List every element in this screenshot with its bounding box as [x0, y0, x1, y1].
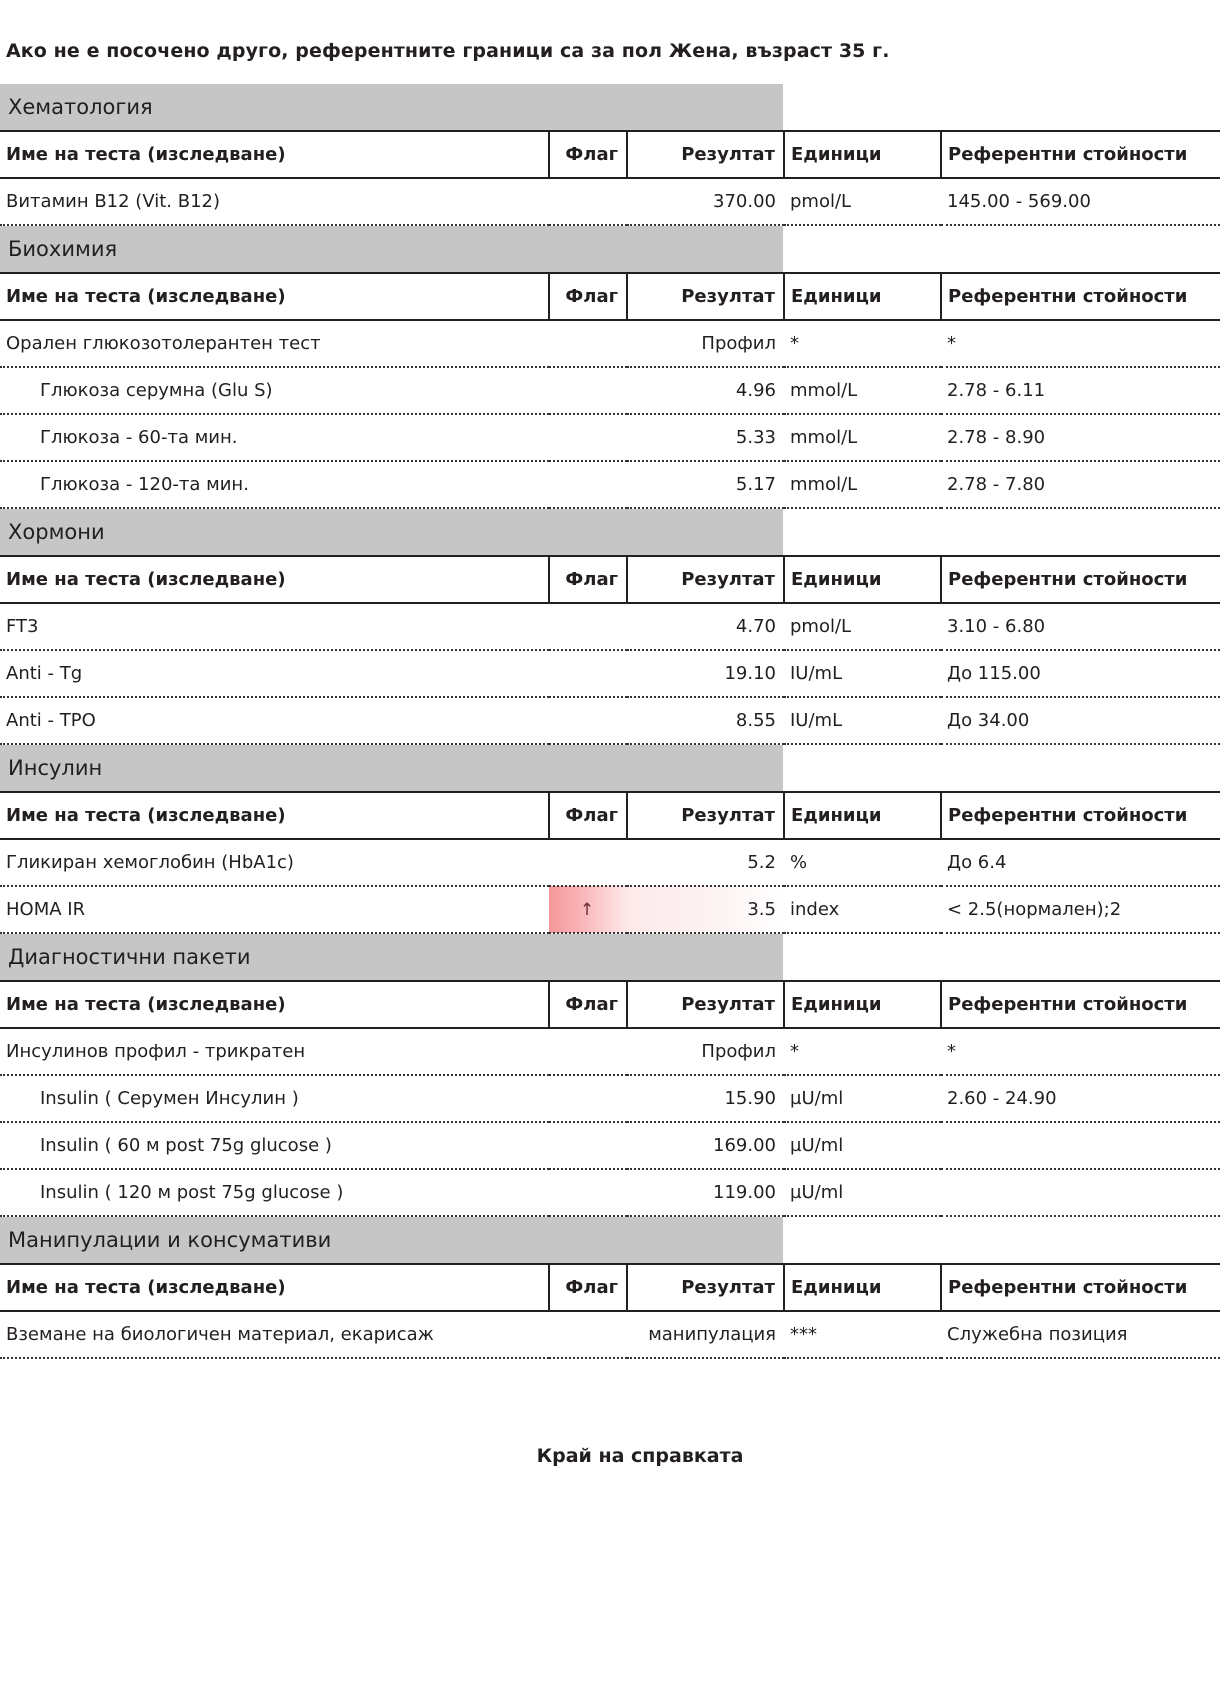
result-cell: 119.00 [627, 1169, 784, 1216]
section-title: Биохимия [0, 226, 783, 272]
column-header-units: Единици [784, 1264, 941, 1311]
reference-cell: 2.78 - 6.11 [941, 367, 1220, 414]
flag-cell [549, 1122, 627, 1169]
reference-cell: 2.78 - 7.80 [941, 461, 1220, 508]
units-cell: % [784, 839, 941, 886]
result-cell: 370.00 [627, 178, 784, 225]
test-name-cell: Глюкоза - 120-та мин. [0, 461, 549, 508]
column-header-name: Име на теста (изследване) [0, 1264, 549, 1311]
column-header-units: Единици [784, 556, 941, 603]
table-header-row [0, 273, 1220, 320]
section-title: Манипулации и консумативи [0, 1217, 783, 1263]
column-header-units: Единици [784, 792, 941, 839]
reference-cell [941, 1169, 1220, 1216]
table-row [0, 1311, 1220, 1358]
result-cell: 5.17 [627, 461, 784, 508]
test-name-cell: Глюкоза серумна (Glu S) [0, 367, 549, 414]
table-row [0, 839, 1220, 886]
column-header-name: Име на теста (изследване) [0, 131, 549, 178]
report-section [0, 226, 1220, 509]
column-header-reference: Референтни стойности [941, 273, 1220, 320]
table-row [0, 1075, 1220, 1122]
results-table [0, 272, 1220, 509]
flag-cell [549, 414, 627, 461]
units-cell: µU/ml [784, 1075, 941, 1122]
column-header-flag: Флаг [549, 273, 627, 320]
report-section [0, 745, 1220, 934]
flag-cell [549, 839, 627, 886]
column-header-result: Резултат [627, 556, 784, 603]
results-table [0, 1263, 1220, 1359]
flag-cell [549, 320, 627, 367]
section-title: Диагностични пакети [0, 934, 783, 980]
result-cell: 4.70 [627, 603, 784, 650]
test-name-cell: Гликиран хемоглобин (HbA1c) [0, 839, 549, 886]
table-row [0, 697, 1220, 744]
column-header-result: Резултат [627, 981, 784, 1028]
table-row [0, 1028, 1220, 1075]
units-cell: *** [784, 1311, 941, 1358]
reference-cell: 145.00 - 569.00 [941, 178, 1220, 225]
results-table [0, 791, 1220, 934]
test-name-cell: Anti - Tg [0, 650, 549, 697]
result-cell: 15.90 [627, 1075, 784, 1122]
column-header-reference: Референтни стойности [941, 981, 1220, 1028]
reference-cell: 2.78 - 8.90 [941, 414, 1220, 461]
table-row [0, 886, 1220, 933]
flag-cell [549, 367, 627, 414]
test-name-cell: Инсулинов профил - трикратен [0, 1028, 549, 1075]
section-title: Хематология [0, 84, 783, 130]
result-cell: 3.5 [627, 886, 784, 933]
report-end-label: Край на справката [536, 1445, 744, 1467]
flag-cell [549, 1075, 627, 1122]
test-name-cell: Insulin ( 120 м post 75g glucose ) [0, 1169, 549, 1216]
reference-cell: Служебна позиция [941, 1311, 1220, 1358]
reference-cell: До 115.00 [941, 650, 1220, 697]
reference-cell: * [941, 320, 1220, 367]
column-header-units: Единици [784, 981, 941, 1028]
table-row [0, 178, 1220, 225]
reference-cell: * [941, 1028, 1220, 1075]
test-name-cell: Вземане на биологичен материал, екарисаж [0, 1311, 549, 1358]
table-row [0, 1122, 1220, 1169]
column-header-reference: Референтни стойности [941, 1264, 1220, 1311]
units-cell: * [784, 320, 941, 367]
column-header-result: Резултат [627, 273, 784, 320]
sections-container [0, 84, 1220, 1359]
column-header-flag: Флаг [549, 131, 627, 178]
report-section [0, 84, 1220, 226]
table-row [0, 603, 1220, 650]
column-header-name: Име на теста (изследване) [0, 556, 549, 603]
units-cell: µU/ml [784, 1169, 941, 1216]
result-cell: 169.00 [627, 1122, 784, 1169]
units-cell: µU/ml [784, 1122, 941, 1169]
reference-cell [941, 1122, 1220, 1169]
report-section [0, 1217, 1220, 1359]
test-name-cell: Витамин B12 (Vit. B12) [0, 178, 549, 225]
reference-cell: 2.60 - 24.90 [941, 1075, 1220, 1122]
column-header-reference: Референтни стойности [941, 131, 1220, 178]
report-section [0, 509, 1220, 745]
test-name-cell: Глюкоза - 60-та мин. [0, 414, 549, 461]
result-cell: 8.55 [627, 697, 784, 744]
reference-cell: До 6.4 [941, 839, 1220, 886]
result-cell: манипулация [627, 1311, 784, 1358]
column-header-reference: Референтни стойности [941, 556, 1220, 603]
results-table [0, 555, 1220, 745]
column-header-name: Име на теста (изследване) [0, 792, 549, 839]
flag-cell [549, 697, 627, 744]
report-section [0, 934, 1220, 1217]
table-row [0, 414, 1220, 461]
units-cell: mmol/L [784, 367, 941, 414]
reference-cell: 3.10 - 6.80 [941, 603, 1220, 650]
result-cell: 5.33 [627, 414, 784, 461]
section-title: Инсулин [0, 745, 783, 791]
results-table [0, 980, 1220, 1217]
column-header-result: Резултат [627, 131, 784, 178]
flag-cell [549, 178, 627, 225]
units-cell: * [784, 1028, 941, 1075]
flag-cell [549, 650, 627, 697]
flag-cell [549, 603, 627, 650]
units-cell: pmol/L [784, 603, 941, 650]
table-row [0, 1169, 1220, 1216]
table-header-row [0, 131, 1220, 178]
column-header-units: Единици [784, 273, 941, 320]
test-name-cell: HOMA IR [0, 886, 549, 933]
column-header-result: Резултат [627, 792, 784, 839]
units-cell: mmol/L [784, 461, 941, 508]
table-header-row [0, 1264, 1220, 1311]
column-header-name: Име на теста (изследване) [0, 981, 549, 1028]
test-name-cell: Insulin ( 60 м post 75g glucose ) [0, 1122, 549, 1169]
flag-cell [549, 1311, 627, 1358]
test-name-cell: FT3 [0, 603, 549, 650]
section-title: Хормони [0, 509, 783, 555]
table-row [0, 461, 1220, 508]
test-name-cell: Insulin ( Серумен Инсулин ) [0, 1075, 549, 1122]
units-cell: IU/mL [784, 697, 941, 744]
reference-cell: До 34.00 [941, 697, 1220, 744]
results-table [0, 130, 1220, 226]
table-header-row [0, 792, 1220, 839]
test-name-cell: Орален глюкозотолерантен тест [0, 320, 549, 367]
column-header-flag: Флаг [549, 1264, 627, 1311]
result-cell: Профил [627, 320, 784, 367]
flag-cell [549, 461, 627, 508]
units-cell: index [784, 886, 941, 933]
column-header-flag: Флаг [549, 792, 627, 839]
column-header-units: Единици [784, 131, 941, 178]
result-cell: 4.96 [627, 367, 784, 414]
flag-cell [549, 1169, 627, 1216]
units-cell: pmol/L [784, 178, 941, 225]
result-cell: 19.10 [627, 650, 784, 697]
result-cell: Профил [627, 1028, 784, 1075]
reference-cell: < 2.5(нормален);2 [941, 886, 1220, 933]
table-row [0, 650, 1220, 697]
reference-range-note: Ако не е посочено друго, референтните граници са за пол Жена, възраст 35 г. [6, 40, 890, 62]
flag-cell [549, 1028, 627, 1075]
column-header-result: Резултат [627, 1264, 784, 1311]
column-header-reference: Референтни стойности [941, 792, 1220, 839]
column-header-flag: Флаг [549, 556, 627, 603]
flag-high-icon: ↑ [549, 886, 627, 933]
table-row [0, 367, 1220, 414]
units-cell: mmol/L [784, 414, 941, 461]
column-header-name: Име на теста (изследване) [0, 273, 549, 320]
table-header-row [0, 981, 1220, 1028]
column-header-flag: Флаг [549, 981, 627, 1028]
table-header-row [0, 556, 1220, 603]
test-name-cell: Anti - TPO [0, 697, 549, 744]
table-row [0, 320, 1220, 367]
result-cell: 5.2 [627, 839, 784, 886]
units-cell: IU/mL [784, 650, 941, 697]
